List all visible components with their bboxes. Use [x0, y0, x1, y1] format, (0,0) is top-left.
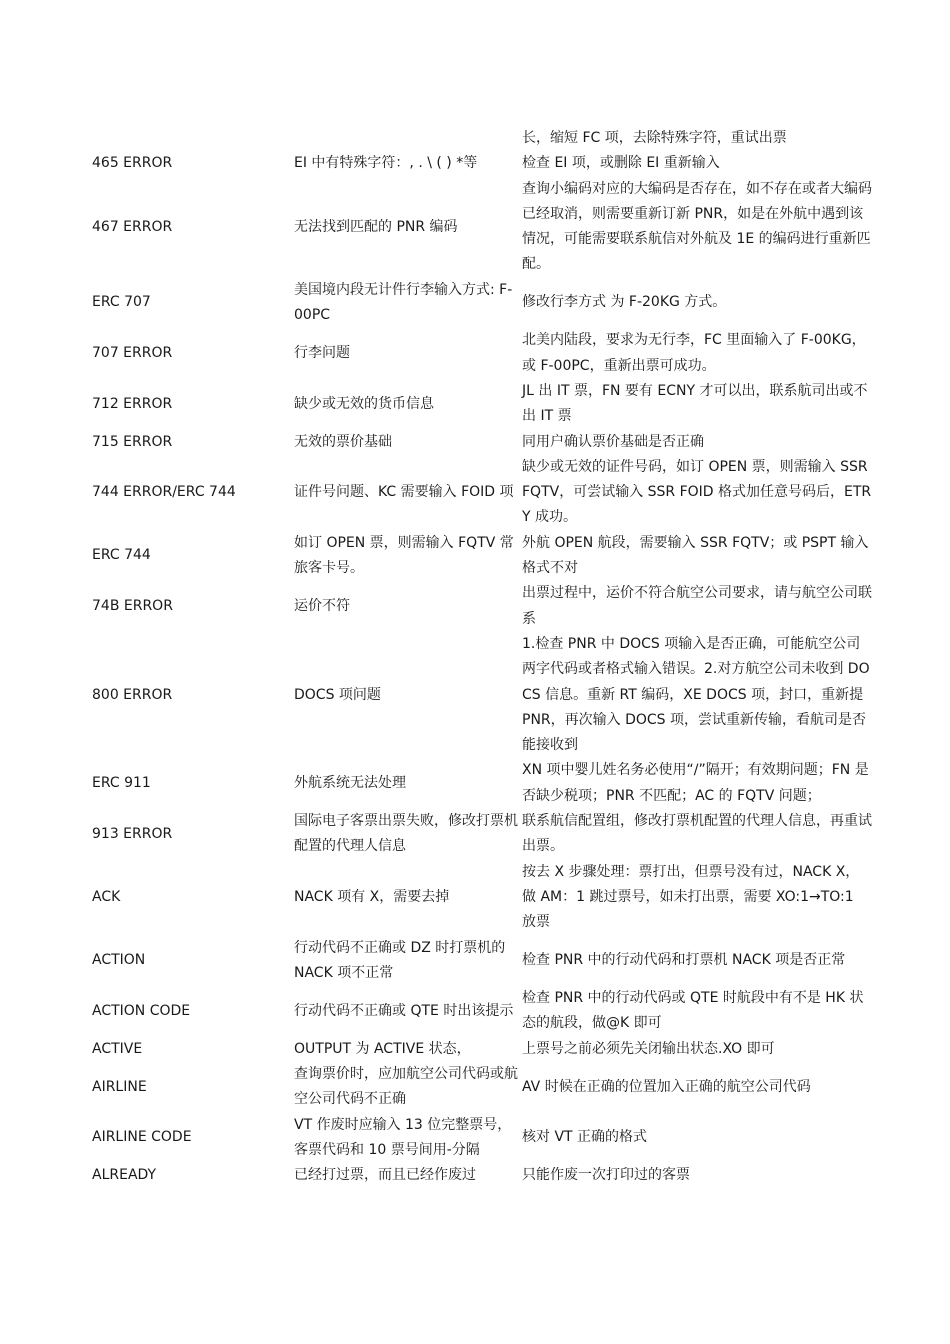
- solution-cell: [522, 430, 872, 455]
- error-solution: 外航 OPEN 航段，需要输入 SSR FQTV；或 PSPT 输入格式不对: [522, 534, 869, 577]
- description-cell: [294, 632, 522, 758]
- solution-cell: [522, 758, 872, 809]
- solution-cell: [522, 986, 872, 1037]
- error-code-cell: [92, 278, 294, 329]
- description-cell: [294, 581, 522, 632]
- error-solution: 检查 EI 项，或删除 EI 重新输入: [522, 155, 720, 172]
- error-solution: 按去 X 步骤处理：票打出，但票号没有过，NACK X，做 AM：1 跳过票号，如未打出票，需要 XO:1→TO:1 放票: [522, 863, 860, 931]
- error-description: 国际电子客票出票失败，修改打票机配置的代理人信息: [294, 813, 518, 855]
- error-code: 800 ERROR: [92, 686, 173, 703]
- description-cell: [294, 455, 522, 531]
- error-solution: 北美内陆段，要求为无行李，FC 里面输入了 F-00KG，或 F-00PC，重新出票可成功。: [522, 332, 866, 374]
- error-code-cell: [92, 936, 294, 987]
- error-solution: 联系航信配置组，修改打票机配置的代理人信息，再重试出票。: [522, 813, 872, 855]
- solution-cell: [522, 1037, 872, 1062]
- table-row: [92, 860, 872, 936]
- solution-cell: [522, 278, 872, 329]
- error-code: AIRLINE CODE: [92, 1129, 192, 1146]
- description-cell: [294, 860, 522, 936]
- error-code-cell: [92, 455, 294, 531]
- error-solution: 核对 VT 正确的格式: [522, 1129, 648, 1146]
- error-code-cell: [92, 632, 294, 758]
- table-row: [92, 151, 872, 176]
- solution-cell: [522, 809, 872, 860]
- error-solution: 修改行李方式 为 F-20KG 方式。: [522, 294, 727, 311]
- description-cell: [294, 126, 522, 151]
- solution-cell: [522, 581, 872, 632]
- table-row: [92, 758, 872, 809]
- error-code-cell: [92, 1037, 294, 1062]
- error-code: 913 ERROR: [92, 825, 173, 842]
- description-cell: [294, 758, 522, 809]
- table-row: [92, 986, 872, 1037]
- error-code-cell: [92, 581, 294, 632]
- error-code: 74B ERROR: [92, 597, 173, 614]
- error-description: 查询票价时，应加航空公司代码或航空公司代码不正确: [294, 1065, 518, 1108]
- error-solution: 1.检查 PNR 中 DOCS 项输入是否正确，可能航空公司两字代码或者格式输入错误。2.对方航空公司未收到 DOCS 信息。重新 RT 编码，XE DOCS 项，封口，重新提 PNR，再次输入 DOCS 项，尝试重新传输，看航司是否能接收到: [522, 635, 870, 754]
- description-cell: [294, 986, 522, 1037]
- table-row: [92, 1113, 872, 1164]
- description-cell: [294, 1037, 522, 1062]
- error-description: 已经打过票，而且已经作废过: [294, 1167, 476, 1184]
- description-cell: [294, 809, 522, 860]
- table-row: [92, 581, 872, 632]
- error-description: 运价不符: [294, 597, 350, 614]
- error-code: AIRLINE: [92, 1078, 147, 1095]
- description-cell: [294, 379, 522, 430]
- error-description: 行动代码不正确或 DZ 时打票机的 NACK 项不正常: [294, 939, 506, 981]
- error-code-cell: [92, 126, 294, 151]
- solution-cell: [522, 328, 872, 379]
- error-description: VT 作废时应输入 13 位完整票号，客票代码和 10 票号间用-分隔: [294, 1116, 512, 1158]
- error-description: 行李问题: [294, 345, 350, 362]
- description-cell: [294, 430, 522, 455]
- error-code: 715 ERROR: [92, 433, 173, 450]
- table-row: [92, 1037, 872, 1062]
- error-description: 无法找到匹配的 PNR 编码: [294, 218, 458, 235]
- error-code: ALREADY: [92, 1167, 157, 1184]
- error-description: EI 中有特殊字符：, . \ ( ) *等: [294, 155, 478, 172]
- error-description: 证件号问题、KC 需要输入 FOID 项: [294, 484, 514, 501]
- error-code-cell: [92, 1062, 294, 1113]
- solution-cell: [522, 860, 872, 936]
- error-solution: 只能作废一次打印过的客票: [522, 1167, 690, 1184]
- error-description: 行动代码不正确或 QTE 时出该提示: [294, 1002, 514, 1019]
- error-code-cell: [92, 758, 294, 809]
- error-code-table-body: [92, 126, 872, 1188]
- solution-cell: [522, 151, 872, 176]
- error-code: ACTION CODE: [92, 1002, 191, 1019]
- error-description: DOCS 项问题: [294, 686, 381, 703]
- error-code-cell: [92, 531, 294, 582]
- error-description: 外航系统无法处理: [294, 775, 406, 792]
- error-code: 465 ERROR: [92, 155, 173, 172]
- error-code: ACTION: [92, 952, 146, 969]
- description-cell: [294, 177, 522, 278]
- solution-cell: [522, 379, 872, 430]
- description-cell: [294, 328, 522, 379]
- error-code: 467 ERROR: [92, 218, 173, 235]
- table-row: [92, 278, 872, 329]
- error-solution: AV 时候在正确的位置加入正确的航空公司代码: [522, 1078, 811, 1095]
- table-row: [92, 328, 872, 379]
- description-cell: [294, 936, 522, 987]
- error-solution: 缺少或无效的证件号码，如订 OPEN 票，则需输入 SSR FQTV，可尝试输入 SSR FOID 格式加任意号码后，ETRY 成功。: [522, 458, 872, 526]
- error-solution: 上票号之前必须先关闭输出状态.XO 即可: [522, 1040, 775, 1057]
- table-row: [92, 177, 872, 278]
- solution-cell: [522, 1163, 872, 1188]
- error-code-cell: [92, 430, 294, 455]
- error-code: ERC 707: [92, 294, 151, 311]
- error-code-table: [92, 126, 872, 1188]
- description-cell: [294, 1062, 522, 1113]
- error-code: 707 ERROR: [92, 345, 173, 362]
- error-solution: 检查 PNR 中的行动代码和打票机 NACK 项是否正常: [522, 952, 846, 969]
- error-code: ACK: [92, 888, 121, 905]
- table-row: [92, 632, 872, 758]
- table-row: [92, 379, 872, 430]
- error-description: 无效的票价基础: [294, 433, 392, 450]
- error-solution: 检查 PNR 中的行动代码或 QTE 时航段中有不是 HK 状态的航段，做@K 即可: [522, 990, 864, 1032]
- error-code: 712 ERROR: [92, 395, 173, 412]
- error-code-cell: [92, 151, 294, 176]
- solution-cell: [522, 177, 872, 278]
- error-code: ERC 911: [92, 775, 151, 792]
- error-description: OUTPUT 为 ACTIVE 状态，: [294, 1040, 471, 1057]
- table-row-continuation: [92, 126, 872, 151]
- error-description: 缺少或无效的货币信息: [294, 395, 434, 412]
- error-code-cell: [92, 177, 294, 278]
- solution-cell: [522, 455, 872, 531]
- error-solution: 出票过程中，运价不符合航空公司要求，请与航空公司联系: [522, 585, 872, 627]
- table-row: [92, 430, 872, 455]
- description-cell: [294, 1113, 522, 1164]
- table-row: [92, 1163, 872, 1188]
- error-code-cell: [92, 986, 294, 1037]
- error-code: ERC 744: [92, 547, 151, 564]
- table-row: [92, 1062, 872, 1113]
- error-code: 744 ERROR/ERC 744: [92, 484, 236, 501]
- solution-cell: [522, 1113, 872, 1164]
- solution-cell: [522, 531, 872, 582]
- error-code-cell: [92, 809, 294, 860]
- error-code-cell: [92, 1163, 294, 1188]
- description-cell: [294, 278, 522, 329]
- error-code-cell: [92, 379, 294, 430]
- description-cell: [294, 531, 522, 582]
- error-solution: JL 出 IT 票，FN 要有 ECNY 才可以出，联系航司出或不出 IT 票: [522, 382, 868, 425]
- description-cell: [294, 151, 522, 176]
- error-code-cell: [92, 328, 294, 379]
- error-description: 美国境内段无计件行李输入方式: F-00PC: [294, 281, 513, 324]
- error-solution: 长，缩短 FC 项，去除特殊字符，重试出票: [522, 130, 787, 146]
- table-row: [92, 531, 872, 582]
- error-code: ACTIVE: [92, 1040, 143, 1057]
- table-row: [92, 936, 872, 987]
- solution-cell: [522, 632, 872, 758]
- error-solution: XN 项中婴儿姓名务必使用“/”隔开；有效期问题；FN 是否缺少税项；PNR 不匹配；AC 的 FQTV 问题；: [522, 762, 869, 804]
- solution-cell: [522, 126, 872, 151]
- error-solution: 同用户确认票价基础是否正确: [522, 433, 704, 450]
- solution-cell: [522, 1062, 872, 1113]
- description-cell: [294, 1163, 522, 1188]
- error-description: 如订 OPEN 票，则需输入 FQTV 常旅客卡号。: [294, 534, 514, 577]
- error-solution: 查询小编码对应的大编码是否存在，如不存在或者大编码已经取消，则需要重新订新 PNR，如是在外航中遇到该情况，可能需要联系航信对外航及 1E 的编码进行重新匹配。: [522, 180, 872, 273]
- error-description: NACK 项有 X，需要去掉: [294, 888, 450, 905]
- error-code-cell: [92, 1113, 294, 1164]
- table-row: [92, 455, 872, 531]
- error-code-cell: [92, 860, 294, 936]
- table-row: [92, 809, 872, 860]
- solution-cell: [522, 936, 872, 987]
